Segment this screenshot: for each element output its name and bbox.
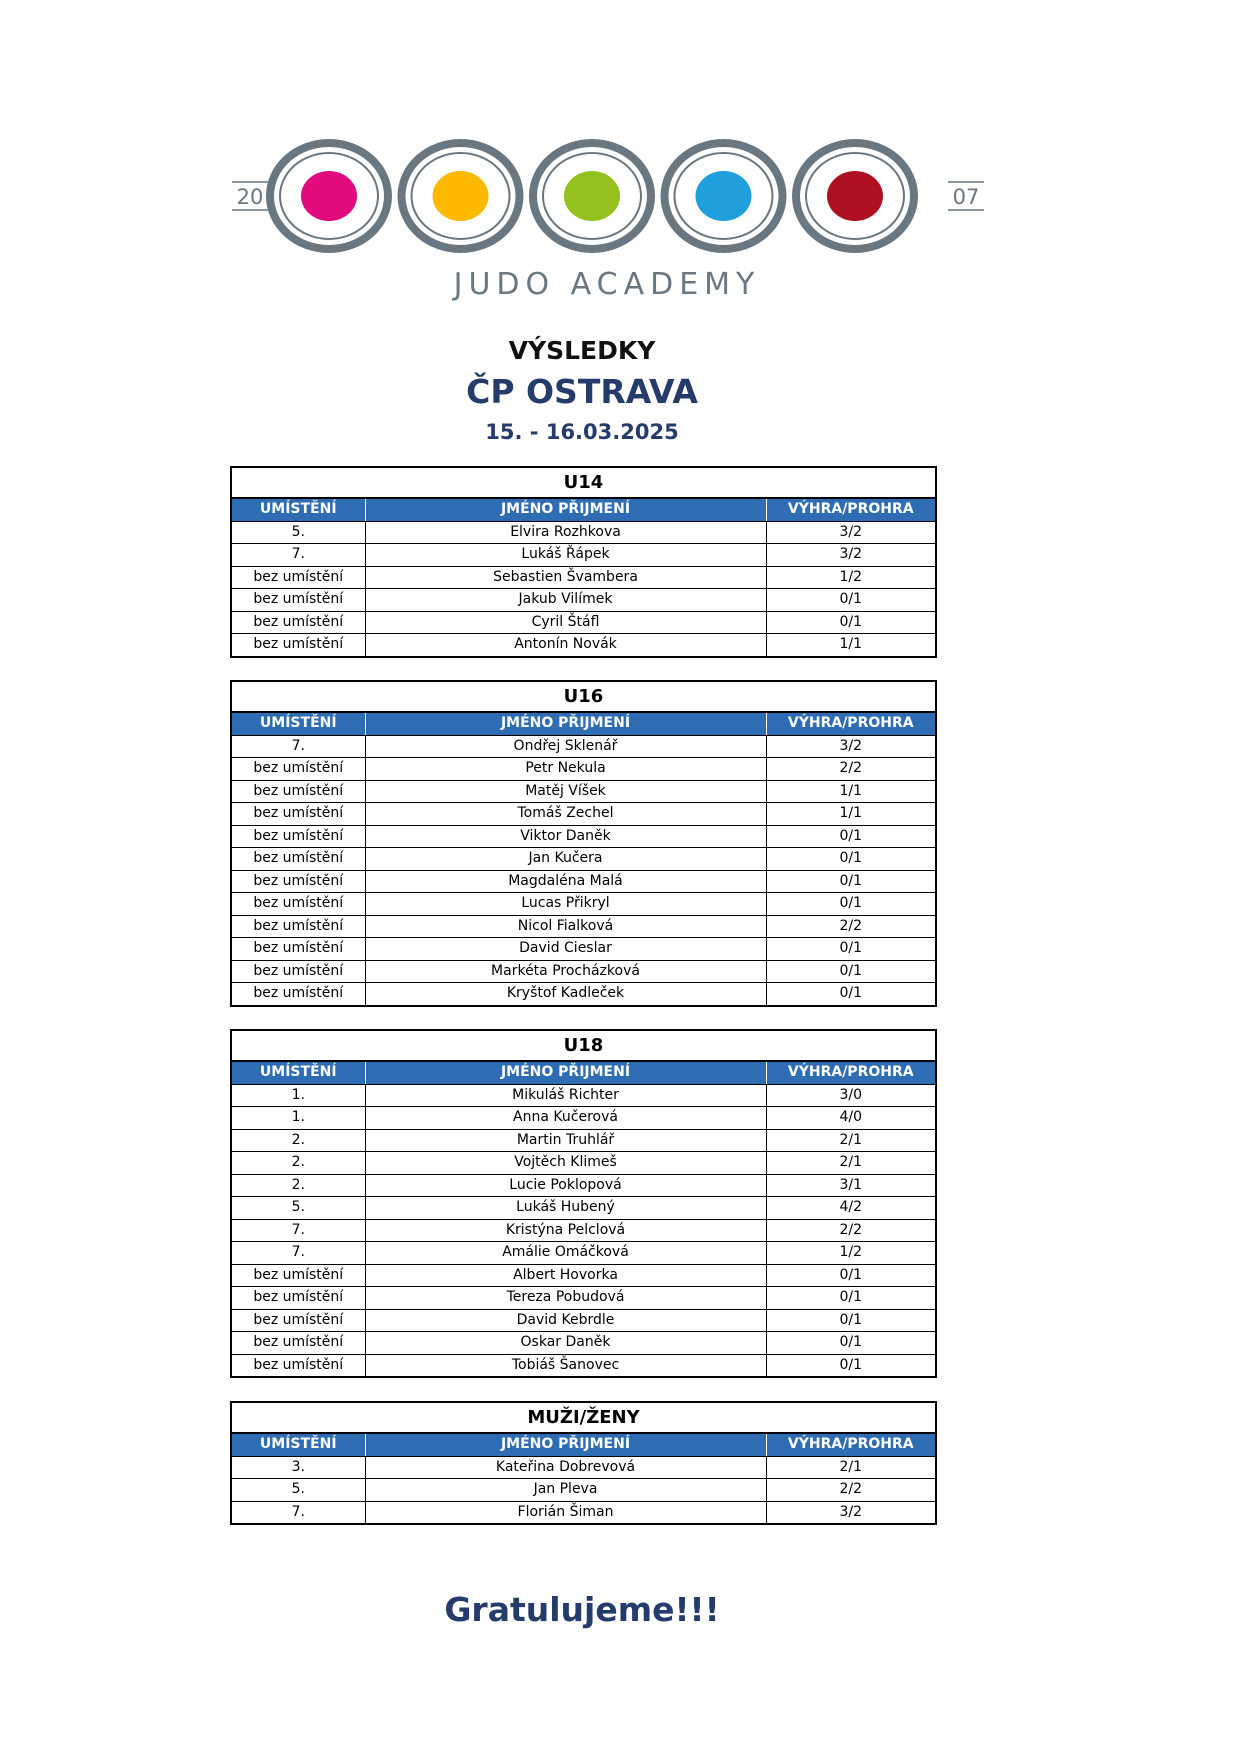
place-cell: bez umístění: [231, 1287, 365, 1310]
name-cell: Nicol Fialková: [365, 915, 766, 938]
name-cell: Tereza Pobudová: [365, 1287, 766, 1310]
name-cell: David Cieslar: [365, 938, 766, 961]
name-cell: Lukáš Hubený: [365, 1197, 766, 1220]
table-row: [231, 544, 936, 567]
place-cell: bez umístění: [231, 1309, 365, 1332]
table-row: [231, 825, 936, 848]
name-cell: Matěj Víšek: [365, 780, 766, 803]
score-cell: 0/1: [766, 1264, 936, 1287]
column-header-score: VÝHRA/PROHRA: [766, 712, 936, 735]
judo-academy-logo: [230, 138, 1000, 308]
logo-year-right: [948, 182, 984, 210]
place-cell: 7.: [231, 1219, 365, 1242]
category-title: U16: [231, 681, 936, 712]
table-row: [231, 1456, 936, 1479]
name-cell: Elvira Rozhkova: [365, 521, 766, 544]
column-header-score: VÝHRA/PROHRA: [766, 1433, 936, 1456]
name-cell: Martin Truhlář: [365, 1129, 766, 1152]
table-row: [231, 1129, 936, 1152]
results-table: [230, 1401, 937, 1525]
table-row: [231, 915, 936, 938]
logo-color-dot: [696, 171, 752, 221]
score-cell: 3/2: [766, 544, 936, 567]
score-cell: 0/1: [766, 983, 936, 1006]
name-cell: Viktor Daněk: [365, 825, 766, 848]
results-table: [230, 1029, 937, 1378]
name-cell: Tomáš Zechel: [365, 803, 766, 826]
place-cell: bez umístění: [231, 589, 365, 612]
table-row: [231, 758, 936, 781]
name-cell: Florián Šiman: [365, 1501, 766, 1524]
table-row: [231, 566, 936, 589]
score-cell: 2/1: [766, 1456, 936, 1479]
score-cell: 3/2: [766, 1501, 936, 1524]
place-cell: 3.: [291, 1458, 305, 1475]
place-cell: bez umístění: [231, 566, 365, 589]
place-cell: 7.: [231, 1501, 365, 1524]
event-date: 15. - 16.03.2025: [485, 420, 679, 444]
name-cell: David Kebrdle: [365, 1309, 766, 1332]
name-cell: Anna Kučerová: [365, 1107, 766, 1130]
score-cell: 4/2: [766, 1197, 936, 1220]
score-cell: 3/0: [766, 1084, 936, 1107]
logo-color-dot: [827, 171, 883, 221]
name-cell: Lucie Poklopová: [365, 1174, 766, 1197]
score-cell: 0/1: [766, 1354, 936, 1377]
svg-text:07: 07: [952, 185, 980, 209]
logo-color-dot: [301, 171, 357, 221]
column-header-name: JMÉNO PŘIJMENÍ: [365, 498, 766, 521]
score-cell: 0/1: [766, 1287, 936, 1310]
table-row: [231, 1084, 936, 1107]
place-cell: 1.: [291, 1086, 305, 1103]
column-header-place: UMÍSTĚNÍ: [231, 712, 365, 735]
place-cell: bez umístění: [231, 1264, 365, 1287]
table-row: [231, 1332, 936, 1355]
score-cell: 2/1: [766, 1152, 936, 1175]
score-cell: 2/2: [766, 1219, 936, 1242]
table-row: [231, 1309, 936, 1332]
table-row: [231, 938, 936, 961]
score-cell: 1/1: [766, 803, 936, 826]
column-header-place: UMÍSTĚNÍ: [231, 498, 365, 521]
score-cell: 2/2: [766, 915, 936, 938]
table-row: [231, 735, 936, 758]
name-cell: Tobiáš Šanovec: [365, 1354, 766, 1377]
congratulations-text: Gratulujeme!!!: [444, 1590, 720, 1629]
column-header-name: JMÉNO PŘIJMENÍ: [365, 1433, 766, 1456]
name-cell: Amálie Omáčková: [365, 1242, 766, 1265]
table-row: [231, 521, 936, 544]
place-cell: 7.: [291, 737, 305, 754]
table-row: [231, 589, 936, 612]
table-row: [231, 1501, 936, 1524]
table-row: [231, 1354, 936, 1377]
results-table: [230, 680, 937, 1007]
event-name: ČP OSTRAVA: [466, 372, 698, 411]
logo-brand-text: JUDO ACADEMY: [453, 267, 761, 302]
name-cell: Cyril Štáfl: [365, 611, 766, 634]
place-cell: bez umístění: [231, 870, 365, 893]
page-title: VÝSLEDKY: [508, 336, 656, 365]
logo-year-left: [232, 182, 268, 210]
table-row: [231, 1197, 936, 1220]
name-cell: Vojtěch Klimeš: [365, 1152, 766, 1175]
name-cell: Kryštof Kadleček: [365, 983, 766, 1006]
score-cell: 0/1: [766, 938, 936, 961]
place-cell: 2.: [231, 1174, 365, 1197]
results-table: [230, 466, 937, 658]
name-cell: Magdaléna Malá: [365, 870, 766, 893]
score-cell: 3/2: [766, 521, 936, 544]
place-cell: bez umístění: [231, 611, 365, 634]
logo-color-dot: [564, 171, 620, 221]
table-row: [231, 1287, 936, 1310]
column-header-place: UMÍSTĚNÍ: [231, 1433, 365, 1456]
place-cell: bez umístění: [231, 1354, 365, 1377]
score-cell: 0/1: [766, 1332, 936, 1355]
score-cell: 0/1: [766, 825, 936, 848]
name-cell: Jakub Vilímek: [365, 589, 766, 612]
place-cell: bez umístění: [231, 780, 365, 803]
column-header-score: VÝHRA/PROHRA: [766, 1061, 936, 1084]
table-row: [231, 1264, 936, 1287]
score-cell: 0/1: [766, 589, 936, 612]
score-cell: 0/1: [766, 893, 936, 916]
column-header-name: JMÉNO PŘIJMENÍ: [365, 712, 766, 735]
table-row: [231, 1242, 936, 1265]
table-row: [231, 1479, 936, 1502]
place-cell: bez umístění: [231, 1332, 365, 1355]
score-cell: 1/2: [766, 566, 936, 589]
name-cell: Antonín Novák: [365, 634, 766, 657]
logo-color-dot: [433, 171, 489, 221]
name-cell: Lukáš Řápek: [365, 544, 766, 567]
place-cell: bez umístění: [231, 893, 365, 916]
name-cell: Ondřej Sklenář: [365, 735, 766, 758]
score-cell: 0/1: [766, 848, 936, 871]
place-cell: bez umístění: [231, 915, 365, 938]
name-cell: Kristýna Pelclová: [365, 1219, 766, 1242]
svg-text:20: 20: [236, 185, 264, 209]
place-cell: 5.: [231, 1197, 365, 1220]
table-row: [231, 634, 936, 657]
table-row: [231, 983, 936, 1006]
place-cell: bez umístění: [231, 758, 365, 781]
place-cell: 2.: [231, 1129, 365, 1152]
score-cell: 0/1: [766, 1309, 936, 1332]
column-header-place: UMÍSTĚNÍ: [231, 1061, 365, 1084]
category-title: MUŽI/ŽENY: [231, 1402, 936, 1433]
place-cell: bez umístění: [231, 938, 365, 961]
score-cell: 0/1: [766, 611, 936, 634]
place-cell: bez umístění: [231, 983, 365, 1006]
place-cell: 5.: [231, 1479, 365, 1502]
category-title: U18: [231, 1030, 936, 1061]
score-cell: 0/1: [766, 870, 936, 893]
logo-graphic: [230, 138, 1000, 308]
name-cell: Lucas Přikryl: [365, 893, 766, 916]
table-row: [231, 1174, 936, 1197]
table-row: [231, 611, 936, 634]
score-cell: 3/1: [766, 1174, 936, 1197]
score-cell: 2/1: [766, 1129, 936, 1152]
table-row: [231, 1219, 936, 1242]
name-cell: Petr Nekula: [365, 758, 766, 781]
score-cell: 0/1: [766, 960, 936, 983]
name-cell: Kateřina Dobrevová: [365, 1456, 766, 1479]
score-cell: 3/2: [766, 735, 936, 758]
table-row: [231, 1152, 936, 1175]
name-cell: Markéta Procházková: [365, 960, 766, 983]
place-cell: bez umístění: [231, 960, 365, 983]
column-header-score: VÝHRA/PROHRA: [766, 498, 936, 521]
place-cell: 7.: [231, 544, 365, 567]
score-cell: 2/2: [766, 1479, 936, 1502]
logo-rings: [270, 143, 914, 249]
place-cell: bez umístění: [231, 825, 365, 848]
category-title: U14: [231, 467, 936, 498]
column-header-name: JMÉNO PŘIJMENÍ: [365, 1061, 766, 1084]
score-cell: 1/1: [766, 634, 936, 657]
name-cell: Mikuláš Richter: [365, 1084, 766, 1107]
name-cell: Sebastien Švambera: [365, 566, 766, 589]
table-row: [231, 893, 936, 916]
name-cell: Jan Pleva: [365, 1479, 766, 1502]
table-row: [231, 1107, 936, 1130]
place-cell: bez umístění: [231, 848, 365, 871]
score-cell: 1/2: [766, 1242, 936, 1265]
score-cell: 2/2: [766, 758, 936, 781]
table-row: [231, 803, 936, 826]
table-row: [231, 848, 936, 871]
table-row: [231, 780, 936, 803]
place-cell: 2.: [231, 1152, 365, 1175]
score-cell: 1/1: [766, 780, 936, 803]
name-cell: Albert Hovorka: [365, 1264, 766, 1287]
place-cell: 7.: [231, 1242, 365, 1265]
table-row: [231, 870, 936, 893]
name-cell: Oskar Daněk: [365, 1332, 766, 1355]
place-cell: 1.: [231, 1107, 365, 1130]
place-cell: 5.: [291, 523, 305, 540]
place-cell: bez umístění: [231, 634, 365, 657]
table-row: [231, 960, 936, 983]
score-cell: 4/0: [766, 1107, 936, 1130]
name-cell: Jan Kučera: [365, 848, 766, 871]
place-cell: bez umístění: [231, 803, 365, 826]
